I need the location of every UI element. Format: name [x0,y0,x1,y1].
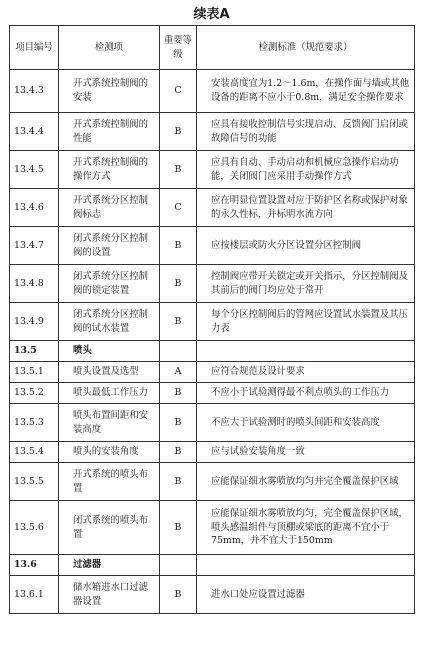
table-row [10,265,415,303]
importance-grade-cell: B [160,576,197,614]
standard-cell: 应能保证细水雾喷放均匀并完全覆盖保护区域 [197,463,415,501]
importance-grade-cell: B [160,303,197,341]
importance-grade-cell: B [160,151,197,189]
item-name-cell: 过滤器 [59,555,160,576]
item-name-cell: 闭式系统的喷头布置 [59,501,160,555]
item-number-cell: 13.6.1 [10,576,59,614]
importance-grade-cell: B [160,383,197,404]
standard-cell: 安装高度宜为1.2～1.6m，在操作面与墙或其他设备的距离不应小于0.8m，满足安全操作要求 [197,70,415,113]
importance-grade-cell: B [160,227,197,265]
standard-cell: 应按楼层或防火分区设置分区控制阀 [197,227,415,265]
table-row [10,383,415,404]
item-name-cell: 喷头布置间距和安装高度 [59,404,160,442]
table-body [10,70,415,614]
standard-cell: 控制阀应带开关锁定或开关指示，分区控制阀及其前后的阀门均应处于常开 [197,265,415,303]
importance-grade-cell: B [160,463,197,501]
importance-grade-cell: C [160,70,197,113]
item-number-cell: 13.5.1 [10,362,59,383]
item-number-cell: 13.5.2 [10,383,59,404]
item-name-cell: 开式系统控制阀的操作方式 [59,151,160,189]
item-name-cell: 喷头设置及选型 [59,362,160,383]
item-name-cell: 开式系统控制阀的安装 [59,70,160,113]
section-row [10,341,415,362]
table-row [10,70,415,113]
item-number-cell: 13.4.6 [10,189,59,227]
table-row [10,362,415,383]
standard-cell: 应能保证细水雾喷放均匀，完全覆盖保护区域，喷头感温组件与顶棚或梁底的距离不宜小于75mm，并不宜大于150mm [197,501,415,555]
item-number-cell: 13.6 [10,555,59,576]
table-title: 续表A [193,7,230,22]
item-number-cell: 13.5.4 [10,442,59,463]
importance-grade-cell: B [160,442,197,463]
table-row [10,113,415,151]
importance-grade-cell: C [160,189,197,227]
table-row [10,442,415,463]
item-number-cell: 13.4.8 [10,265,59,303]
standard-cell: 每个分区控制阀后的管网应设置试水装置及其压力表 [197,303,415,341]
item-number-cell: 13.4.4 [10,113,59,151]
inspection-table [9,25,415,614]
table-row [10,151,415,189]
item-name-cell: 喷头 [59,341,160,362]
item-number-cell: 13.4.5 [10,151,59,189]
importance-grade-cell [160,341,197,362]
item-name-cell: 喷头的安装角度 [59,442,160,463]
table-row [10,227,415,265]
item-name-cell: 储水箱进水口过滤器设置 [59,576,160,614]
importance-grade-cell: A [160,362,197,383]
table-header-row [10,26,415,70]
header-grade: 重要等级 [160,26,197,70]
item-name-cell: 闭式系统分区控制阀的锁定装置 [59,265,160,303]
item-number-cell: 13.5.5 [10,463,59,501]
section-row [10,555,415,576]
table-row [10,463,415,501]
item-name-cell: 开式系统分区控制阀标志 [59,189,160,227]
item-number-cell: 13.5.6 [10,501,59,555]
standard-cell: 不应小于试验测得最不利点喷头的工作压力 [197,383,415,404]
table-row [10,576,415,614]
standard-cell [197,555,415,576]
item-name-cell: 喷头最低工作压力 [59,383,160,404]
item-number-cell: 13.5 [10,341,59,362]
header-item: 检测项 [59,26,160,70]
standard-cell: 应具有接收控制信号实现启动、反馈阀门启闭或故障信号的功能 [197,113,415,151]
standard-cell: 应具有自动、手动启动和机械应急操作启动功能，关闭阀门应采用手动操作方式 [197,151,415,189]
table-row [10,189,415,227]
item-name-cell: 开式系统控制阀的性能 [59,113,160,151]
item-name-cell: 闭式系统分区控制阀的试水装置 [59,303,160,341]
item-name-cell: 闭式系统分区控制阀的设置 [59,227,160,265]
standard-cell [197,341,415,362]
standard-cell: 应与试验安装角度一致 [197,442,415,463]
table-row [10,501,415,555]
header-standard: 检测标准（规范要求） [197,26,415,70]
item-name-cell: 开式系统的喷头布置 [59,463,160,501]
importance-grade-cell: B [160,113,197,151]
item-number-cell: 13.4.3 [10,70,59,113]
importance-grade-cell: B [160,501,197,555]
importance-grade-cell [160,555,197,576]
header-no: 项目编号 [10,26,59,70]
table-row [10,303,415,341]
standard-cell: 进水口处应设置过滤器 [197,576,415,614]
importance-grade-cell: B [160,404,197,442]
table-row [10,404,415,442]
item-number-cell: 13.4.7 [10,227,59,265]
item-number-cell: 13.5.3 [10,404,59,442]
item-number-cell: 13.4.9 [10,303,59,341]
standard-cell: 应符合规范及设计要求 [197,362,415,383]
standard-cell: 不应大于试验测时的喷头间距和安装高度 [197,404,415,442]
standard-cell: 应在明显位置设置对应于防护区名称或保护对象的永久性标，并标明水流方向 [197,189,415,227]
importance-grade-cell: B [160,265,197,303]
